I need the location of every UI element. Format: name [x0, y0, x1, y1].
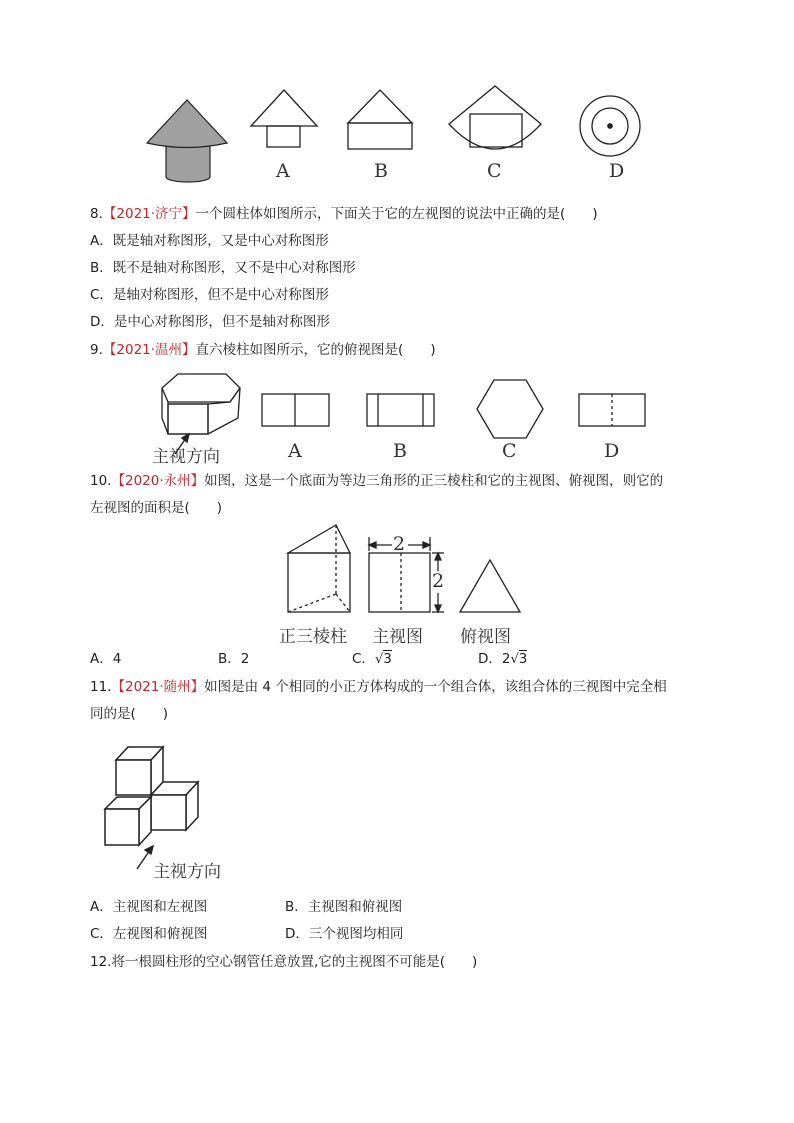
- q7-label-a: A: [276, 160, 290, 182]
- source-tag: 【2021·随州】: [111, 679, 205, 695]
- question-text: 一个圆柱体如图所示，下面关于它的左视图的说法中正确的是( ): [195, 206, 598, 222]
- house-solid-figure: [147, 100, 227, 182]
- front-view-figure: [369, 553, 430, 612]
- direction-arrow: [137, 846, 153, 869]
- q10-dim-height: 2: [432, 570, 445, 592]
- q11-option-c: C．左视图和俯视图: [90, 926, 208, 942]
- option-b-shape: [348, 90, 412, 149]
- option-c-shape: [449, 86, 541, 149]
- q10-caption-top: 俯视图: [460, 627, 511, 647]
- q8-stem: [90, 205, 598, 223]
- q11-stem-line1: [90, 678, 667, 696]
- q7-label-c: C: [487, 160, 502, 182]
- q10-option-d: [478, 650, 527, 669]
- q9-direction-label: 主视方向: [152, 447, 220, 467]
- q8-option-b: B．既不是轴对称图形，又不是中心对称图形: [90, 260, 356, 276]
- option-label: C．: [352, 651, 375, 667]
- option-a-shape: [262, 394, 329, 426]
- question-number: 8.: [90, 206, 103, 222]
- q10-option-c: [352, 650, 392, 669]
- q8-option-c: C．是轴对称图形，但不是中心对称图形: [90, 287, 329, 303]
- q11-option-d: D．三个视图均相同: [285, 926, 404, 942]
- radicand: 3: [518, 651, 528, 667]
- option-b-shape: [367, 394, 434, 426]
- triangular-prism-figure: [288, 525, 350, 612]
- q10-stem-line2: 左视图的面积是( ): [90, 500, 223, 516]
- q10-dim-width: 2: [393, 533, 406, 555]
- q9-label-c: C: [502, 440, 517, 462]
- hexagonal-prism-figure: [162, 374, 240, 434]
- q10-option-b: B．2: [218, 651, 250, 667]
- question-text: 如图是由 4 个相同的小正方体构成的一个组合体，该组合体的三视图中完全相: [204, 679, 667, 695]
- question-number: 9.: [90, 342, 103, 358]
- sqrt-sign: √: [374, 652, 384, 667]
- q10-option-a: A．4: [90, 651, 122, 667]
- cube-assembly-figure: [105, 747, 198, 845]
- q7-label-b: B: [374, 160, 388, 182]
- q8-option-a: A．既是轴对称图形，又是中心对称图形: [90, 233, 329, 249]
- q11-stem-line2: 同的是( ): [90, 706, 169, 722]
- question-number: 11.: [90, 679, 112, 695]
- question-text: 直六棱柱如图所示，它的俯视图是( ): [195, 342, 436, 358]
- sqrt-sign: √: [510, 652, 519, 667]
- radicand: 3: [383, 651, 392, 667]
- top-view-figure: [460, 560, 520, 612]
- source-tag: 【2020·永州】: [111, 473, 205, 489]
- q9-label-b: B: [393, 440, 407, 462]
- option-d-shape: [580, 96, 640, 156]
- option-d-shape: [579, 394, 645, 426]
- q10-caption-prism: 正三棱柱: [279, 627, 347, 647]
- q9-stem: [90, 341, 436, 359]
- q11-direction-label: 主视方向: [153, 862, 221, 882]
- q7-figure: [0, 0, 794, 190]
- q9-label-a: A: [288, 440, 302, 462]
- q8-option-d: D．是中心对称图形，但不是轴对称图形: [90, 314, 330, 330]
- option-c-shape: [477, 380, 543, 438]
- q11-option-b: B．主视图和俯视图: [285, 899, 403, 915]
- q10-stem-line1: [90, 472, 663, 490]
- q11-option-a: A．主视图和左视图: [90, 899, 208, 915]
- option-label: D．2: [478, 651, 511, 667]
- question-text: 如图，这是一个底面为等边三角形的正三棱柱和它的主视图、俯视图，则它的: [204, 473, 664, 489]
- source-tag: 【2021·温州】: [102, 342, 196, 358]
- q10-figure: [0, 515, 794, 625]
- question-number: 10.: [90, 473, 112, 489]
- option-a-shape: [251, 90, 317, 147]
- q9-figure: [0, 360, 794, 480]
- source-tag: 【2021·济宁】: [102, 206, 196, 222]
- q9-label-d: D: [604, 440, 620, 462]
- q7-label-d: D: [609, 160, 625, 182]
- q10-caption-front: 主视图: [372, 627, 423, 647]
- q12-stem: 12.将一根圆柱形的空心钢管任意放置,它的主视图不可能是( ): [90, 954, 478, 970]
- q11-figure: [0, 735, 794, 895]
